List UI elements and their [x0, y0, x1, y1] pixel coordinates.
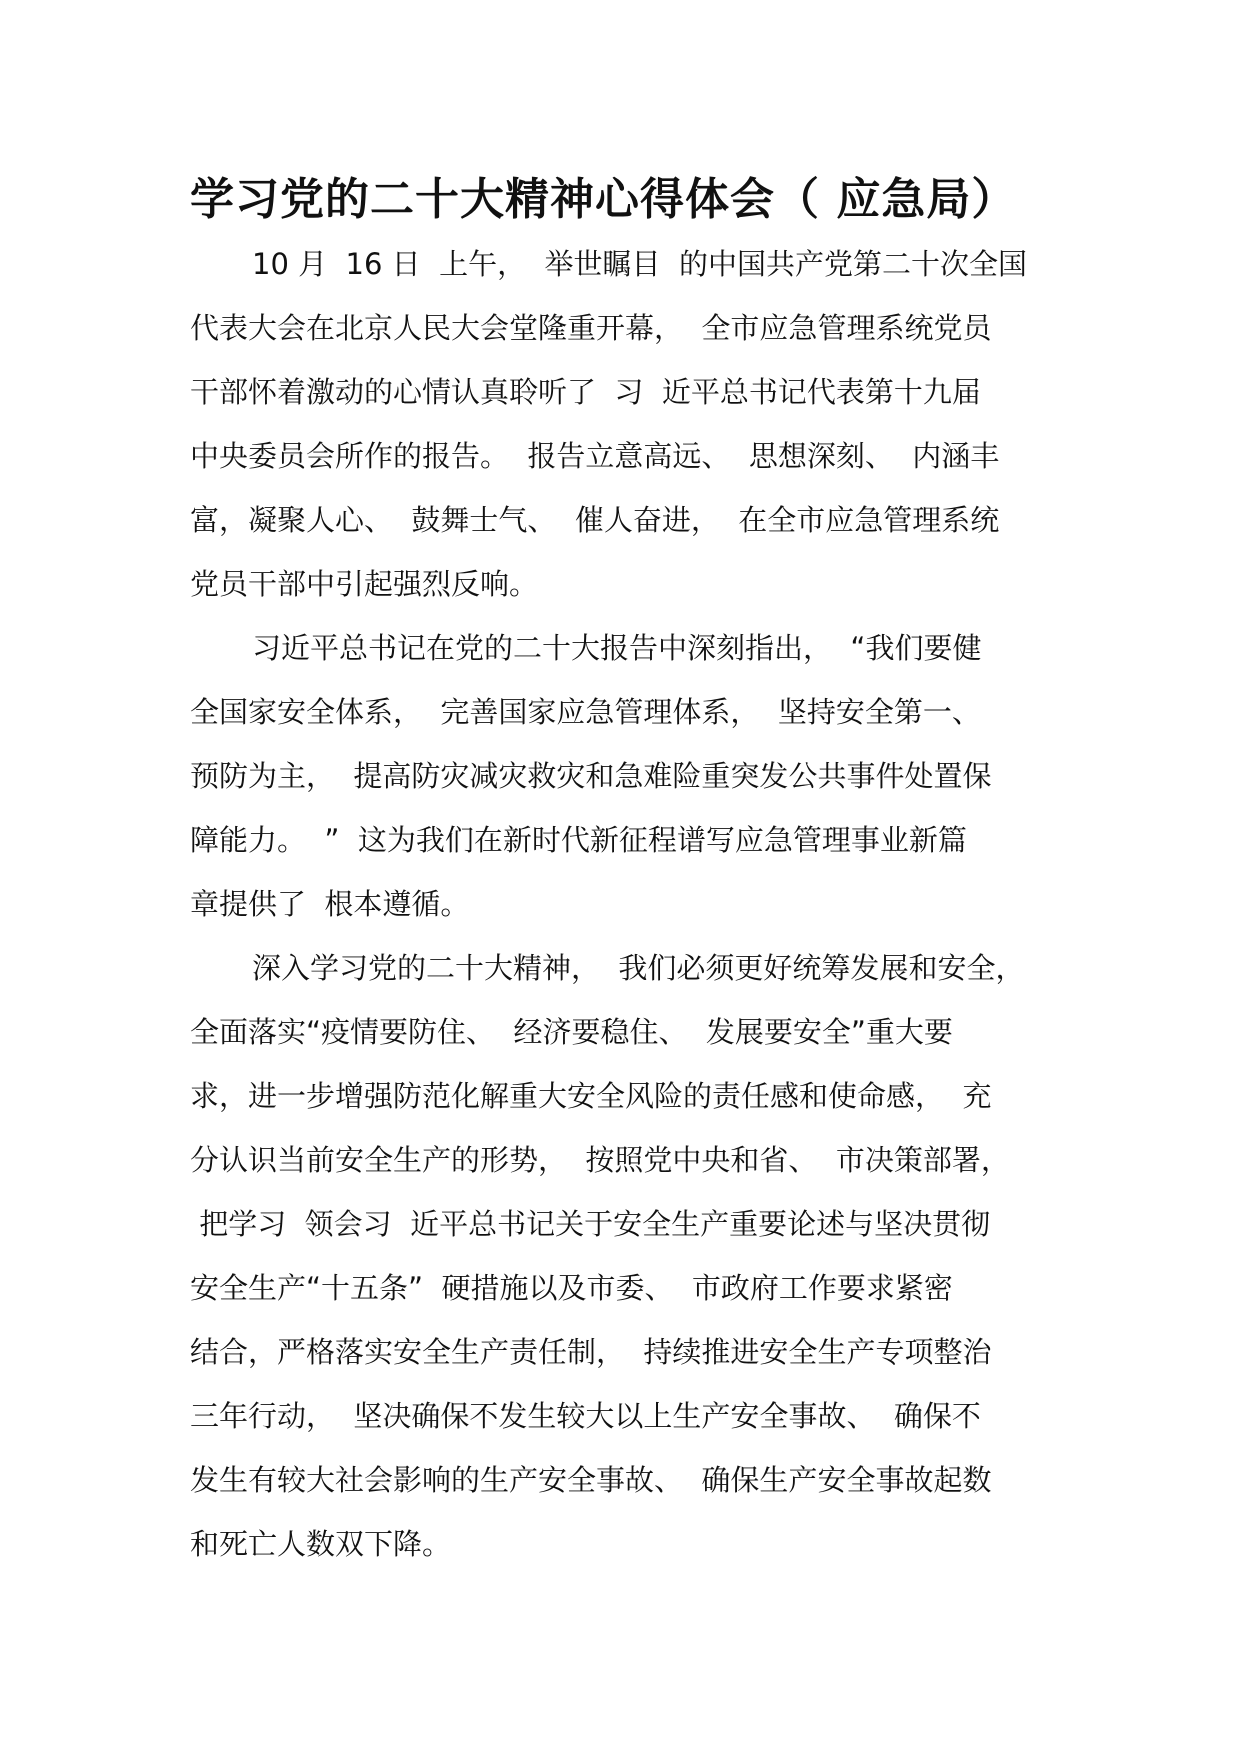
document-body [190, 232, 1070, 1576]
paragraph-line: 把学习 领会习 近平总书记关于安全生产重要论述与坚决贯彻 [190, 1207, 991, 1241]
paragraph-line: 安全生产“十五条” 硬措施以及市委、 市政府工作要求紧密 [190, 1271, 953, 1305]
paragraph-line: 党员干部中引起强烈反响。 [190, 567, 539, 601]
paragraph-line: 富，凝聚人心、 鼓舞士气、 催人奋进， 在全市应急管理系统 [190, 503, 1000, 537]
paragraph-line: 全国家安全体系， 完善国家应急管理体系， 坚持安全第一、 [190, 695, 981, 729]
paragraph-line: 深入学习党的二十大精神， 我们必须更好统筹发展和安全， [252, 951, 1025, 985]
paragraph-line: 全面落实“疫情要防住、 经济要稳住、 发展要安全”重大要 [190, 1015, 953, 1049]
paragraph-line: 章提供了 根本遵循。 [190, 887, 470, 921]
paragraph-2 [190, 616, 1070, 936]
paragraph-line: 中央委员会所作的报告。 报告立意高远、 思想深刻、 内涵丰 [190, 439, 1000, 473]
paragraph-3 [190, 936, 1070, 1576]
paragraph-line: 结合，严格落实安全生产责任制， 持续推进安全生产专项整治 [190, 1335, 992, 1369]
paragraph-line: 三年行动， 坚决确保不发生较大以上生产安全事故、 确保不 [190, 1399, 981, 1433]
paragraph-line: 10 月 16 日 上午， 举世瞩目 的中国共产党第二十次全国 [252, 247, 1027, 281]
paragraph-1 [190, 232, 1070, 616]
paragraph-line: 干部怀着激动的心情认真聆听了 习 近平总书记代表第十九届 [190, 375, 981, 409]
paragraph-line: 和死亡人数双下降。 [190, 1527, 452, 1561]
paragraph-line: 分认识当前安全生产的形势， 按照党中央和省、 市决策部署， [190, 1143, 1010, 1177]
paragraph-line: 习近平总书记在党的二十大报告中深刻指出， “我们要健 [252, 631, 982, 665]
paragraph-line: 发生有较大社会影响的生产安全事故、 确保生产安全事故起数 [190, 1463, 992, 1497]
document-title: 学习党的二十大精神心得体会（ 应急局） [190, 174, 1017, 225]
paragraph-line: 求，进一步增强防范化解重大安全风险的责任感和使命感， 充 [190, 1079, 992, 1113]
paragraph-line: 障能力。 ” 这为我们在新时代新征程谱写应急管理事业新篇 [190, 823, 967, 857]
paragraph-line: 代表大会在北京人民大会堂隆重开幕， 全市应急管理系统党员 [190, 311, 992, 345]
paragraph-line: 预防为主， 提高防灾减灾救灾和急难险重突发公共事件处置保 [190, 759, 992, 793]
